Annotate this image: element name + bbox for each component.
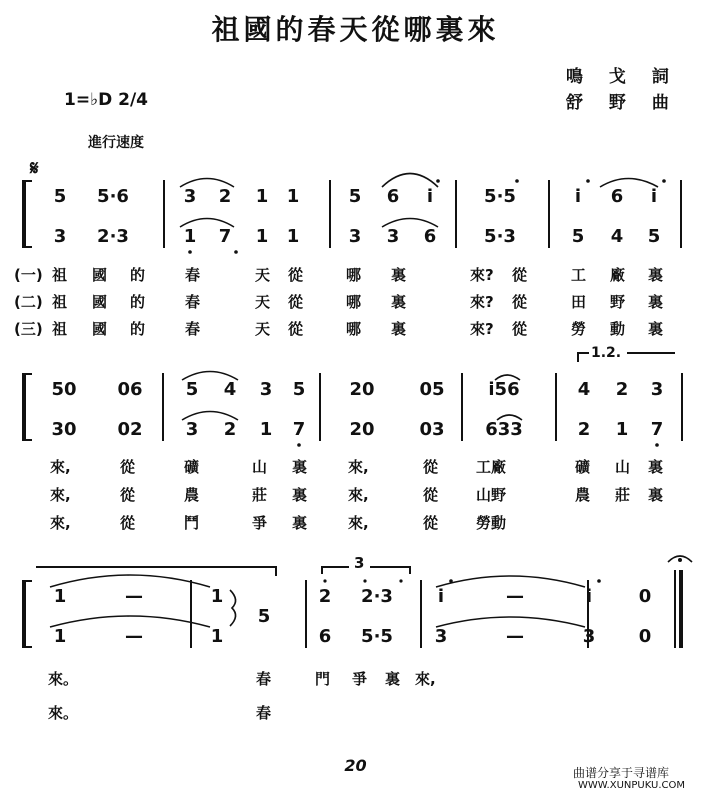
low-dot <box>655 443 659 447</box>
note: 3 <box>434 626 448 647</box>
lyric: 祖 <box>52 266 68 284</box>
note: — <box>506 626 524 647</box>
lyric: 祖 <box>52 293 68 311</box>
note: 1 <box>210 586 224 607</box>
note: 1 <box>53 626 67 647</box>
note: i56 <box>488 379 520 400</box>
note: 1 <box>183 226 197 247</box>
lyric: 裏 <box>648 266 664 284</box>
note: i <box>437 586 445 607</box>
note: 05 <box>419 379 445 400</box>
high-dot <box>586 179 590 183</box>
note: 5 <box>53 186 67 207</box>
lyric: 裏 <box>391 293 407 311</box>
note: 06 <box>117 379 143 400</box>
lyric: 山野 <box>476 486 507 504</box>
lyric: 農 <box>184 486 200 504</box>
note: 6 <box>423 226 437 247</box>
lyric: 來? <box>470 293 494 311</box>
lyric: 來? <box>470 266 494 284</box>
slur <box>497 415 522 420</box>
note: 2 <box>318 586 332 607</box>
lyric: 天 <box>255 320 271 338</box>
note: 1 <box>615 419 629 440</box>
tie <box>436 617 585 627</box>
lyric: 廠 <box>610 266 626 284</box>
tempo-marking: 進行速度 <box>88 135 144 151</box>
lyric: 勞 <box>571 320 587 338</box>
note: 1 <box>210 626 224 647</box>
lyric: 從 <box>423 458 439 476</box>
lyric: 來, <box>50 458 71 476</box>
slur <box>182 372 238 381</box>
lyric: 春 <box>256 670 272 688</box>
lyric: 裏 <box>648 458 664 476</box>
lyric: 田 <box>571 293 587 311</box>
lyric: 勞動 <box>476 514 507 532</box>
lyric: 國 <box>92 293 108 311</box>
lyric: 山 <box>252 458 268 476</box>
lyric: 春 <box>185 266 201 284</box>
high-dot <box>515 179 519 183</box>
lyric: 來。 <box>48 670 79 688</box>
lyric: 從 <box>288 293 304 311</box>
lyric: 裏 <box>385 670 401 688</box>
note: 6 <box>610 186 624 207</box>
note: 5 <box>647 226 661 247</box>
lyric: 裏 <box>391 266 407 284</box>
note: 3 <box>348 226 362 247</box>
tie <box>50 575 210 587</box>
note: 2·3 <box>97 226 129 247</box>
note: i <box>426 186 434 207</box>
note: 2 <box>577 419 591 440</box>
lyric: 春 <box>185 293 201 311</box>
lyric: 礦 <box>184 458 200 476</box>
slur <box>180 219 234 228</box>
lyric: 從 <box>423 514 439 532</box>
note: 2 <box>218 186 232 207</box>
note: i <box>585 586 593 607</box>
note: 02 <box>117 419 143 440</box>
note: 1 <box>53 586 67 607</box>
lyric: 從 <box>512 293 528 311</box>
note: 5·3 <box>484 226 516 247</box>
note: 5 <box>348 186 362 207</box>
watermark-text: 曲谱分享于寻谱库 <box>572 766 669 780</box>
lyric: 裏 <box>292 486 308 504</box>
lyric: 國 <box>92 266 108 284</box>
lyric: 哪 <box>346 293 362 311</box>
lyric: 裏 <box>292 514 308 532</box>
note: 0 <box>638 626 652 647</box>
lyric: 來, <box>50 486 71 504</box>
high-dot <box>363 579 366 582</box>
note: 1 <box>259 419 273 440</box>
lyric: 來, <box>348 458 369 476</box>
note: 2 <box>223 419 237 440</box>
lyric: 來。 <box>48 704 79 722</box>
note: 5·5 <box>361 626 393 647</box>
verse-label: (三) <box>14 320 43 338</box>
note: 3 <box>386 226 400 247</box>
note: 03 <box>419 419 445 440</box>
lyric: 哪 <box>346 266 362 284</box>
tie <box>50 616 210 627</box>
lyric: 裏 <box>391 320 407 338</box>
high-dot <box>399 579 402 582</box>
lyric: 祖 <box>52 320 68 338</box>
lyric: 工 <box>571 266 587 284</box>
lyric: 從 <box>423 486 439 504</box>
lyric: 野 <box>610 293 626 311</box>
lyric: 裏 <box>648 486 664 504</box>
note: 5 <box>257 606 271 627</box>
lyric: 從 <box>120 458 136 476</box>
slur <box>495 375 520 380</box>
lyric: 哪 <box>346 320 362 338</box>
lyric: 莊 <box>252 486 268 504</box>
low-dot <box>297 443 301 447</box>
note: 20 <box>349 419 375 440</box>
note: 7 <box>650 419 664 440</box>
high-dot <box>449 579 453 583</box>
lyric: 從 <box>288 266 304 284</box>
note: 3 <box>185 419 199 440</box>
note: 1 <box>286 186 300 207</box>
lyric: 的 <box>130 293 146 311</box>
triplet-number: 3 <box>354 554 365 572</box>
note: 0 <box>638 586 652 607</box>
lyric: 農 <box>575 486 591 504</box>
lyric: 從 <box>288 320 304 338</box>
note: 5 <box>292 379 306 400</box>
high-dot <box>436 179 440 183</box>
lyric: 天 <box>255 266 271 284</box>
slur <box>382 174 438 188</box>
note: 4 <box>577 379 591 400</box>
lyric: 爭 <box>252 514 268 532</box>
note: 50 <box>51 379 77 400</box>
note: — <box>506 586 524 607</box>
volta-label: 1.2. <box>591 345 622 361</box>
lyric: 的 <box>130 266 146 284</box>
page-title: 祖國的春天從哪裏來 <box>211 13 500 46</box>
composer-credit: 舒 野 曲 <box>566 93 679 113</box>
lyric: 來, <box>415 670 436 688</box>
watermark-url: WWW.XUNPUKU.COM <box>578 780 685 791</box>
note: 20 <box>349 379 375 400</box>
segno-sign: 𝄋 <box>30 156 39 180</box>
low-dot <box>188 250 192 254</box>
verse-label: (二) <box>14 293 43 311</box>
lyric: 從 <box>512 266 528 284</box>
lyric: 裏 <box>648 293 664 311</box>
lyric: 國 <box>92 320 108 338</box>
lyric: 的 <box>130 320 146 338</box>
lyric: 來? <box>470 320 494 338</box>
lyricist-credit: 鳴 戈 詞 <box>566 67 679 87</box>
lyric: 來, <box>348 514 369 532</box>
slur <box>382 219 438 228</box>
lyric: 從 <box>120 486 136 504</box>
lyric: 春 <box>185 320 201 338</box>
note: — <box>125 586 143 607</box>
lyric: 爭 <box>352 670 368 688</box>
high-dot <box>597 579 601 583</box>
note: 7 <box>218 226 232 247</box>
slur <box>182 412 238 421</box>
note: 5·6 <box>97 186 129 207</box>
lyric: 裏 <box>292 458 308 476</box>
note: 4 <box>223 379 237 400</box>
high-dot <box>323 579 326 582</box>
note: — <box>125 626 143 647</box>
lyric: 動 <box>610 320 626 338</box>
brace-small <box>230 590 236 626</box>
note: 1 <box>255 186 269 207</box>
lyric: 來, <box>50 514 71 532</box>
lyric: 從 <box>512 320 528 338</box>
tie <box>436 576 585 587</box>
note: 4 <box>610 226 624 247</box>
fermata-dot <box>678 558 682 562</box>
note: 633 <box>485 419 523 440</box>
lyric: 礦 <box>575 458 591 476</box>
lyric: 門 <box>315 670 331 688</box>
note: 5 <box>571 226 585 247</box>
note: 2·3 <box>361 586 393 607</box>
note: 3 <box>582 626 596 647</box>
note: 5 <box>185 379 199 400</box>
note: 1 <box>286 226 300 247</box>
slur <box>180 179 234 188</box>
note: 2 <box>615 379 629 400</box>
note: 30 <box>51 419 77 440</box>
note: 1 <box>255 226 269 247</box>
lyric: 鬥 <box>184 514 200 532</box>
note: 3 <box>53 226 67 247</box>
key-signature: 1=♭D 2/4 <box>64 90 148 110</box>
note: 3 <box>183 186 197 207</box>
lyric: 從 <box>120 514 136 532</box>
lyric: 天 <box>255 293 271 311</box>
lyric: 山 <box>615 458 631 476</box>
lyric: 莊 <box>615 486 631 504</box>
note: 3 <box>650 379 664 400</box>
lyric: 裏 <box>648 320 664 338</box>
note: 7 <box>292 419 306 440</box>
lyric: 春 <box>256 704 272 722</box>
verse-label: (一) <box>14 266 43 284</box>
high-dot <box>662 179 666 183</box>
note: i <box>650 186 658 207</box>
lyric: 來, <box>348 486 369 504</box>
note: i <box>574 186 582 207</box>
page-number: 20 <box>344 756 367 775</box>
low-dot <box>234 250 238 254</box>
note: 6 <box>318 626 332 647</box>
note: 3 <box>259 379 273 400</box>
note: 6 <box>386 186 400 207</box>
lyric: 工廠 <box>476 458 507 476</box>
slur <box>600 179 658 188</box>
note: 5·5 <box>484 186 516 207</box>
